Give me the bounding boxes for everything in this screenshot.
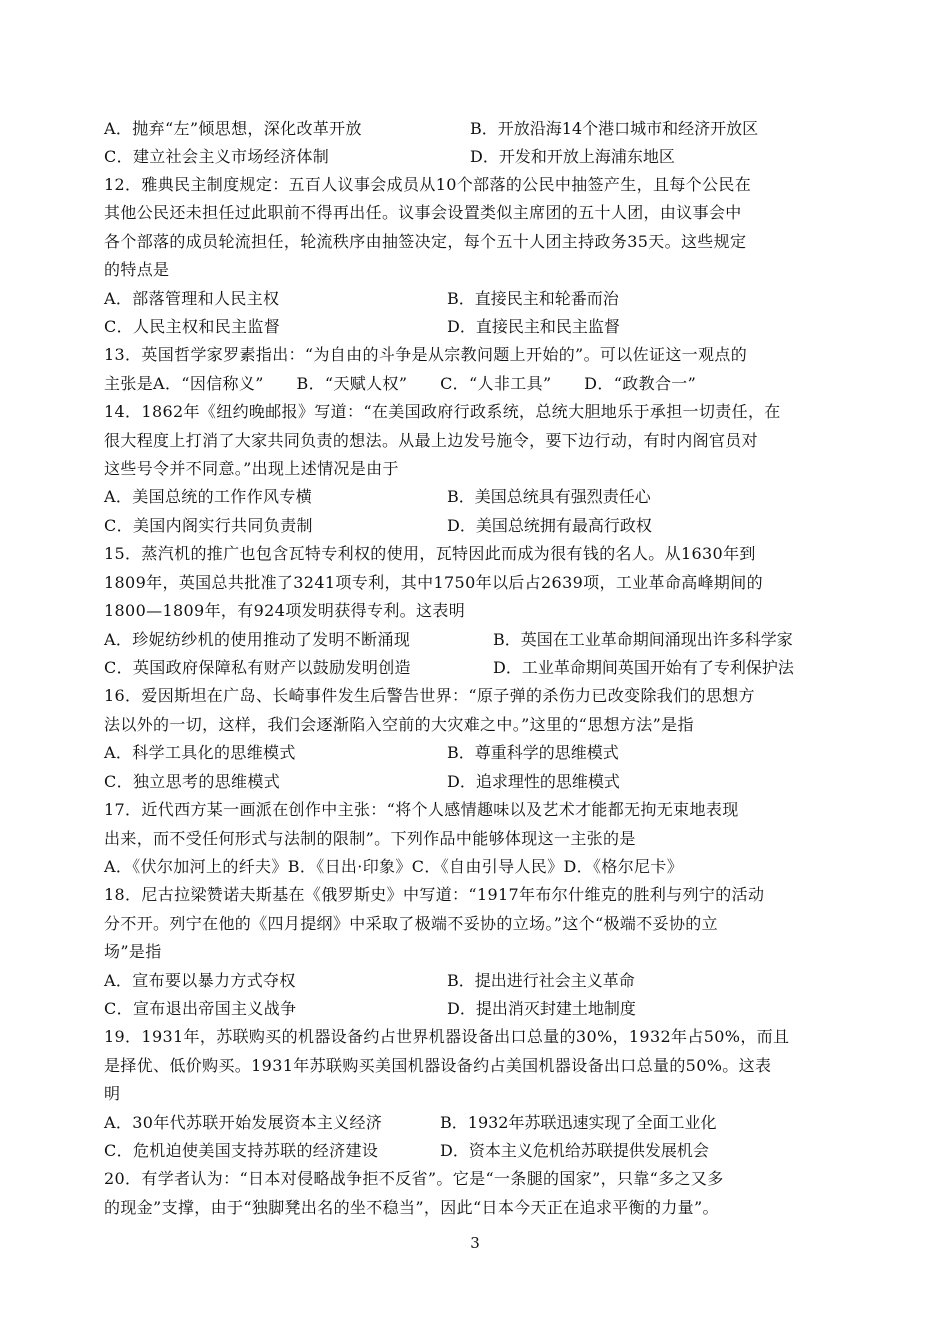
q18-option-d: D．提出消灭封建土地制度 bbox=[447, 999, 636, 1018]
q16-option-a: A．科学工具化的思维模式 bbox=[104, 743, 296, 762]
q14-option-c: C．美国内阁实行共同负责制 bbox=[104, 516, 313, 535]
q12-option-d: D．直接民主和民主监督 bbox=[447, 317, 620, 336]
q14-stem-line: 14．1862年《纽约晚邮报》写道：“在美国政府行政系统，总统大胆地乐于承担一切责任，在 bbox=[104, 402, 781, 421]
q20-stem-line: 的现金”支撑，由于“独脚凳出名的坐不稳当”，因此“日本今天正在追求平衡的力量”。 bbox=[104, 1198, 719, 1217]
q14-stem-line: 很大程度上打消了大家共同负责的想法。从最上边发号施令，要下边行动，有时内阁官员对 bbox=[104, 431, 759, 450]
q19-option-c: C．危机迫使美国支持苏联的经济建设 bbox=[104, 1141, 379, 1160]
q12-stem-line: 各个部落的成员轮流担任，轮流秩序由抽签决定，每个五十人团主持政务35天。这些规定 bbox=[104, 232, 747, 251]
q15-option-a: A．珍妮纺纱机的使用推动了发明不断涌现 bbox=[104, 630, 411, 649]
q11-option-c: C．建立社会主义市场经济体制 bbox=[104, 147, 330, 166]
q12-option-a: A．部落管理和人民主权 bbox=[104, 289, 280, 308]
q12-option-b: B．直接民主和轮番而治 bbox=[447, 289, 619, 308]
q18-stem-line: 18．尼古拉梁赞诺夫斯基在《俄罗斯史》中写道：“1917年布尔什维克的胜利与列宁的活动 bbox=[104, 885, 765, 904]
q16-stem-line: 16．爱因斯坦在广岛、长崎事件发生后警告世界：“原子弹的杀伤力已改变除我们的思想方 bbox=[104, 686, 755, 705]
q12-stem-line: 12．雅典民主制度规定：五百人议事会成员从10个部落的公民中抽签产生，且每个公民在 bbox=[104, 175, 752, 194]
q15-option-c: C．英国政府保障私有财产以鼓励发明创造 bbox=[104, 658, 411, 677]
q19-option-b: B．1932年苏联迅速实现了全面工业化 bbox=[440, 1113, 717, 1132]
q11-option-a: A．抛弃“左”倾思想，深化改革开放 bbox=[104, 119, 362, 138]
page-number: 3 bbox=[470, 1234, 480, 1252]
q13-options-line: 主张是A．“因信称义” B．“天赋人权” C．“人非工具” D．“政教合一” bbox=[104, 374, 697, 393]
q17-options-line: A．《伏尔加河上的纤夫》B．《日出·印象》C．《自由引导人民》D．《格尔尼卡》 bbox=[104, 857, 684, 876]
q14-stem-line: 这些号令并不同意。”出现上述情况是由于 bbox=[104, 459, 399, 478]
q15-stem-line: 1809年，英国总共批准了3241项专利，其中1750年以后占2639项，工业革命高峰期间的 bbox=[104, 573, 763, 592]
q19-option-a: A．30年代苏联开始发展资本主义经济 bbox=[104, 1113, 383, 1132]
q19-option-d: D．资本主义危机给苏联提供发展机会 bbox=[440, 1141, 709, 1160]
q14-option-d: D．美国总统拥有最高行政权 bbox=[447, 516, 652, 535]
q15-stem-line: 15．蒸汽机的推广也包含瓦特专利权的使用，瓦特因此而成为很有钱的名人。从1630年到 bbox=[104, 544, 756, 563]
q16-stem-line: 法以外的一切，这样，我们会逐渐陷入空前的大灾难之中。”这里的“思想方法”是指 bbox=[104, 715, 694, 734]
q15-option-d: D．工业革命期间英国开始有了专利保护法 bbox=[493, 658, 794, 677]
q12-stem-line: 其他公民还未担任过此职前不得再出任。议事会设置类似主席团的五十人团，由议事会中 bbox=[104, 203, 742, 222]
q15-option-b: B．英国在工业革命期间涌现出许多科学家 bbox=[493, 630, 793, 649]
q12-option-c: C．人民主权和民主监督 bbox=[104, 317, 281, 336]
q19-stem-line: 是择优、低价购买。1931年苏联购买美国机器设备约占美国机器设备出口总量的50%。这表 bbox=[104, 1056, 772, 1075]
q14-option-b: B．美国总统具有强烈责任心 bbox=[447, 487, 651, 506]
q17-stem-line: 17．近代西方某一画派在创作中主张：“将个人感情趣味以及艺术才能都无拘无束地表现 bbox=[104, 800, 739, 819]
q18-stem-line: 场”是指 bbox=[104, 942, 162, 961]
q18-stem-line: 分不开。列宁在他的《四月提纲》中采取了极端不妥协的立场。”这个“极端不妥协的立 bbox=[104, 914, 719, 933]
q17-stem-line: 出来，而不受任何形式与法制的限制”。下列作品中能够体现这一主张的是 bbox=[104, 829, 636, 848]
q19-stem-line: 明 bbox=[104, 1084, 121, 1103]
q15-stem-line: 1800—1809年，有924项发明获得专利。这表明 bbox=[104, 601, 466, 620]
q16-option-b: B．尊重科学的思维模式 bbox=[447, 743, 619, 762]
q16-option-d: D．追求理性的思维模式 bbox=[447, 772, 620, 791]
q16-option-c: C．独立思考的思维模式 bbox=[104, 772, 281, 791]
q12-stem-line: 的特点是 bbox=[104, 260, 170, 279]
q18-option-a: A．宣布要以暴力方式夺权 bbox=[104, 971, 296, 990]
q13-stem-line: 13．英国哲学家罗素指出：“为自由的斗争是从宗教问题上开始的”。可以佐证这一观点的 bbox=[104, 345, 748, 364]
q11-option-b: B．开放沿海14个港口城市和经济开放区 bbox=[470, 119, 759, 138]
q14-option-a: A．美国总统的工作作风专横 bbox=[104, 487, 313, 506]
q19-stem-line: 19．1931年，苏联购买的机器设备约占世界机器设备出口总量的30%，1932年占50%，而且 bbox=[104, 1027, 790, 1046]
q20-stem-line: 20．有学者认为：“日本对侵略战争拒不反省”。它是“一条腿的国家”，只靠“多之又多 bbox=[104, 1169, 724, 1188]
q11-option-d: D．开发和开放上海浦东地区 bbox=[470, 147, 675, 166]
q18-option-b: B．提出进行社会主义革命 bbox=[447, 971, 635, 990]
q18-option-c: C．宣布退出帝国主义战争 bbox=[104, 999, 297, 1018]
